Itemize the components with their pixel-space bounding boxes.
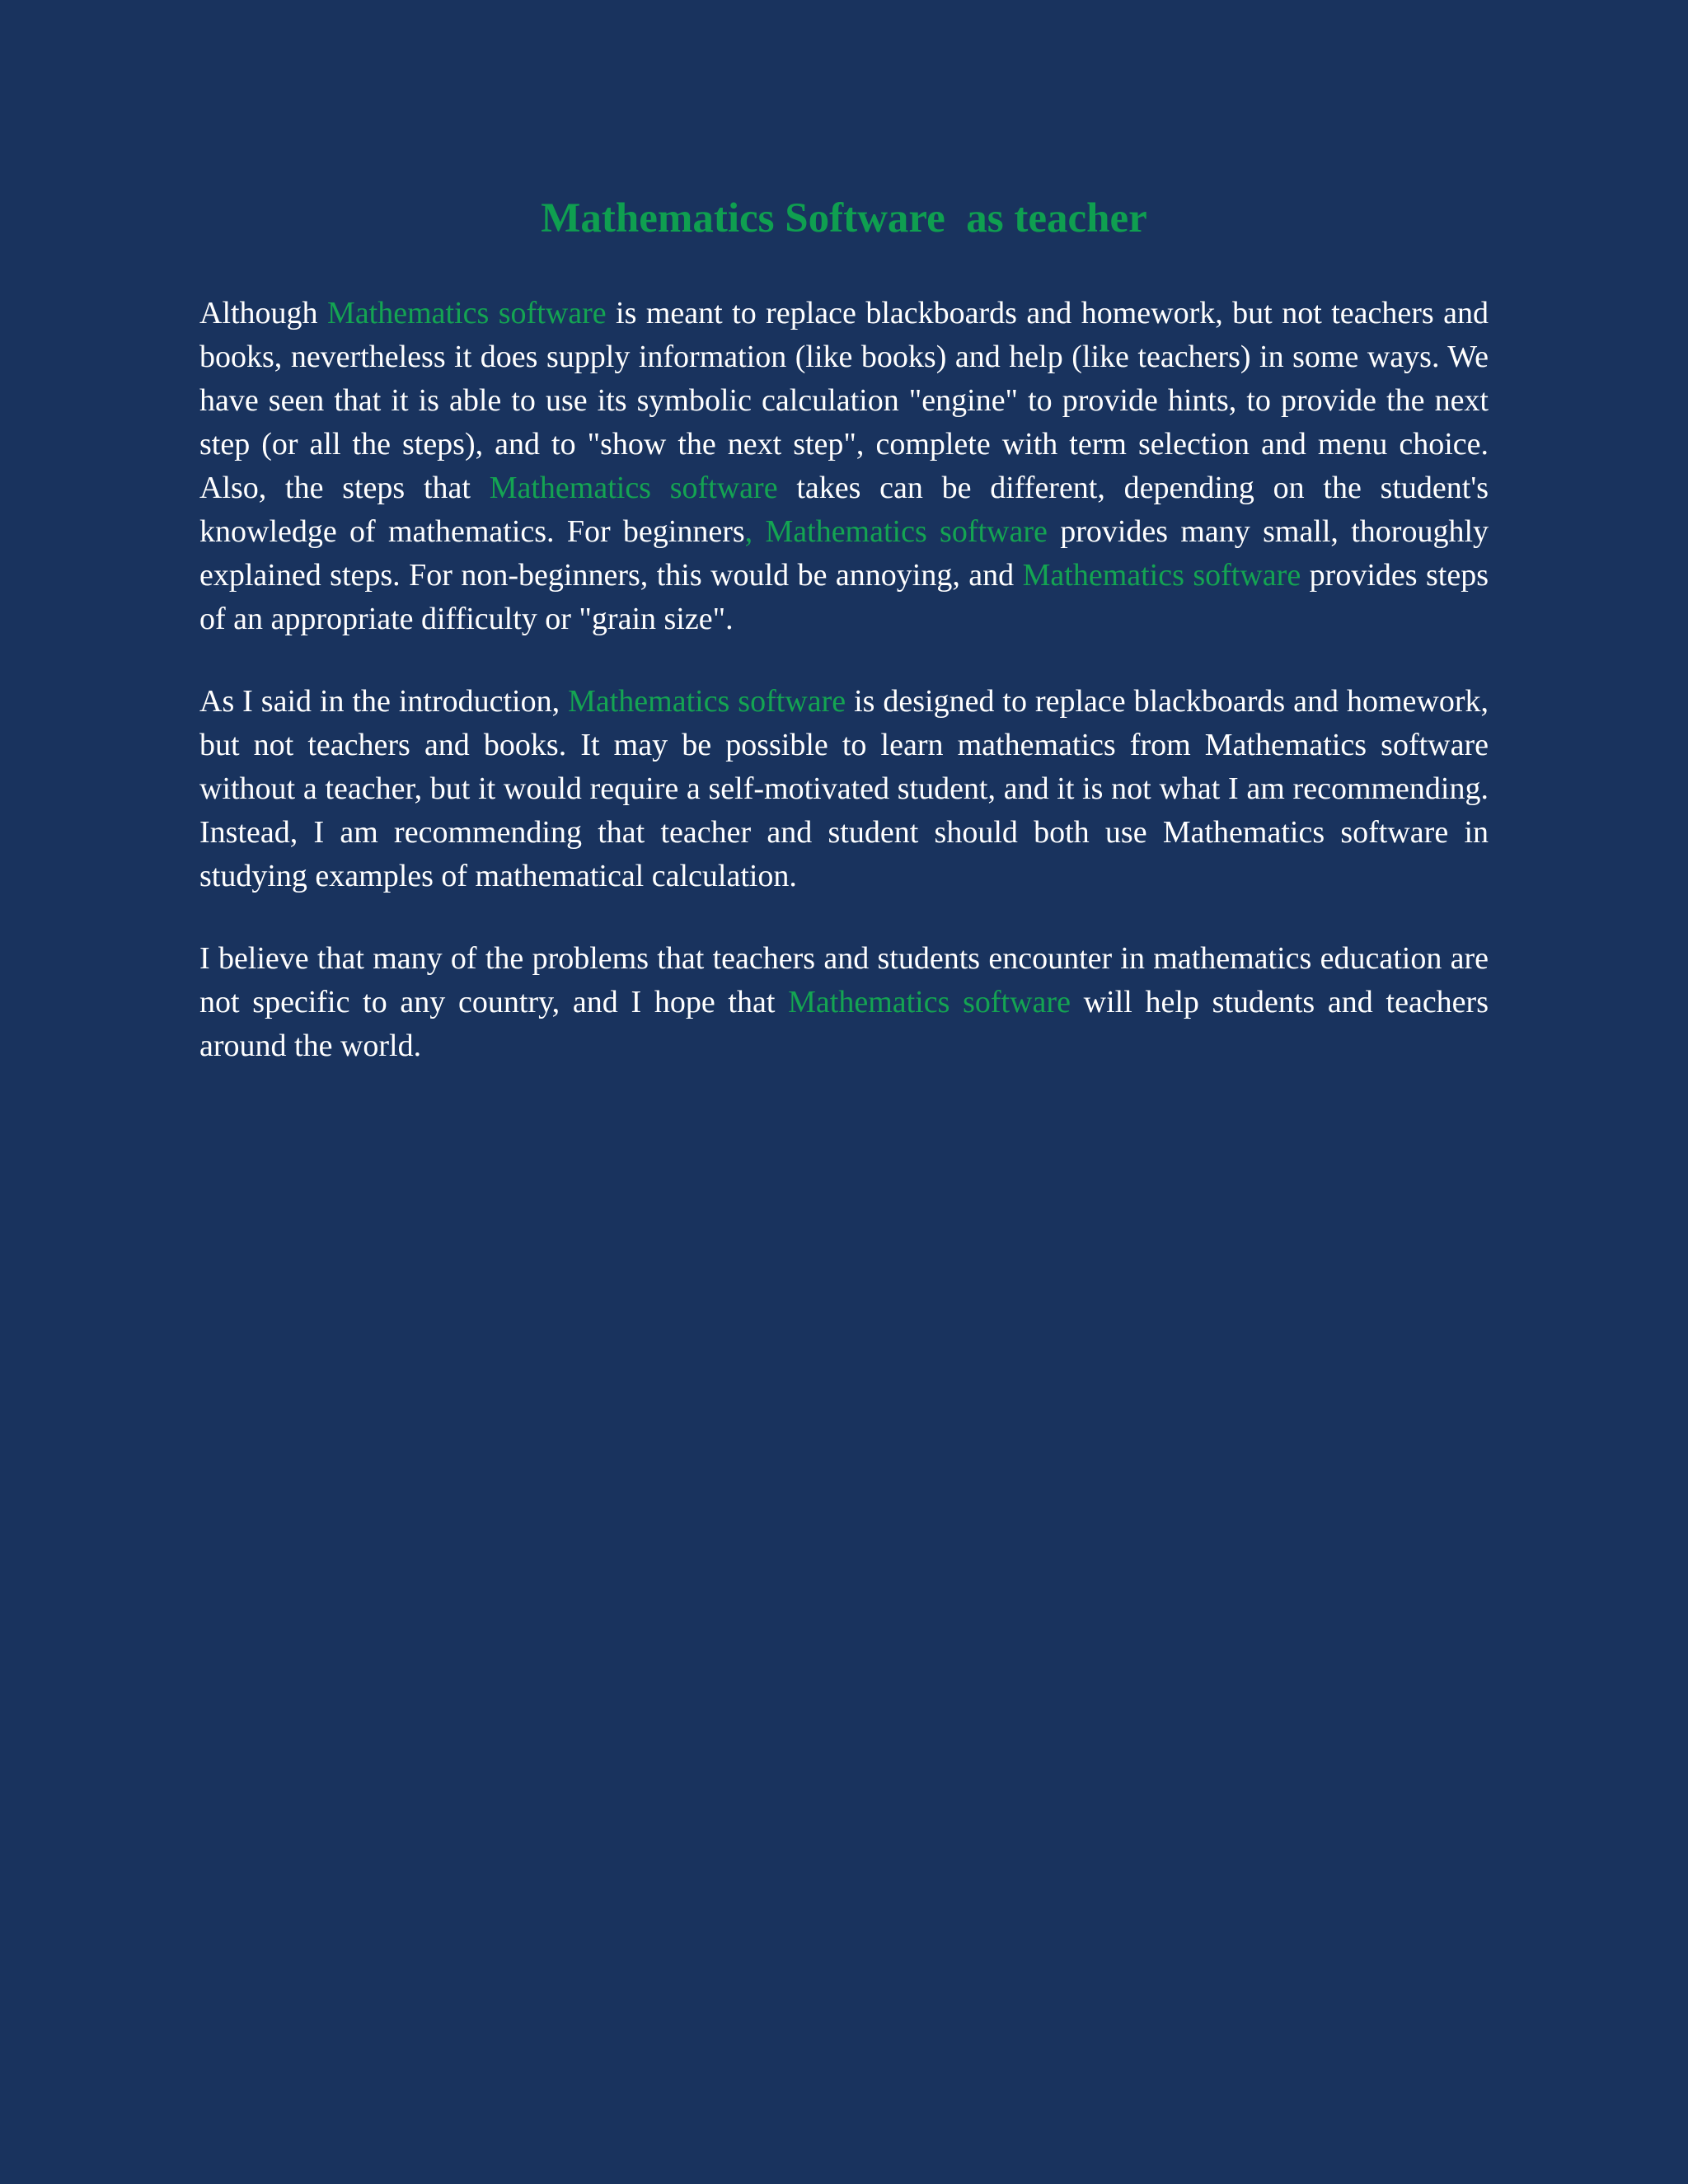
highlighted-term: Mathematics software <box>489 471 778 506</box>
text-span: provides many small, thoroughly explained steps. For non-beginners, this would be annoying, and <box>199 514 1489 593</box>
paragraph-3 <box>199 937 1489 1068</box>
text-span: is designed to replace blackboards and homework, but not teachers and books. It may be possible to learn mathematics from Mathematics software without a teacher, but it would require a self-motivated student, and it is not what I am recommending. Instead, I am recommending that teacher and student should both use Mathematics software in studying examples of mathematical calculation. <box>199 684 1489 894</box>
text-span: As I said in the introduction, <box>199 684 569 719</box>
highlighted-term: Mathematics software <box>788 985 1071 1020</box>
highlighted-term: Mathematics software <box>327 296 607 331</box>
paragraph-1 <box>199 292 1489 641</box>
text-span: provides steps of an appropriate difficulty or "grain size". <box>199 558 1489 637</box>
highlighted-term: Mathematics software <box>1022 558 1301 593</box>
highlighted-term: , Mathematics software <box>744 514 1048 550</box>
text-span: I believe that many of the problems that teachers and students encounter in mathematics education are not specific to any country, and I hope that <box>199 941 1489 1020</box>
text-span: Although <box>199 296 328 331</box>
paragraph-2 <box>199 680 1489 898</box>
highlighted-term: Mathematics software <box>568 684 846 719</box>
page-title: Mathematics Software as teacher <box>541 195 1147 241</box>
text-span: is meant to replace blackboards and homework, but not teachers and books, nevertheless it does supply information (like books) and help (like teachers) in some ways. We have seen that it is able to use its symbolic calculation "engine" to provide hints, to provide the next step (or all the steps), and to "show the next step", complete with term selection and menu choice. Also, the steps that <box>199 296 1489 506</box>
text-span: takes can be different, depending on the student's knowledge of mathematics. For beginners <box>199 471 1489 550</box>
text-span: will help students and teachers around the world. <box>199 985 1489 1064</box>
